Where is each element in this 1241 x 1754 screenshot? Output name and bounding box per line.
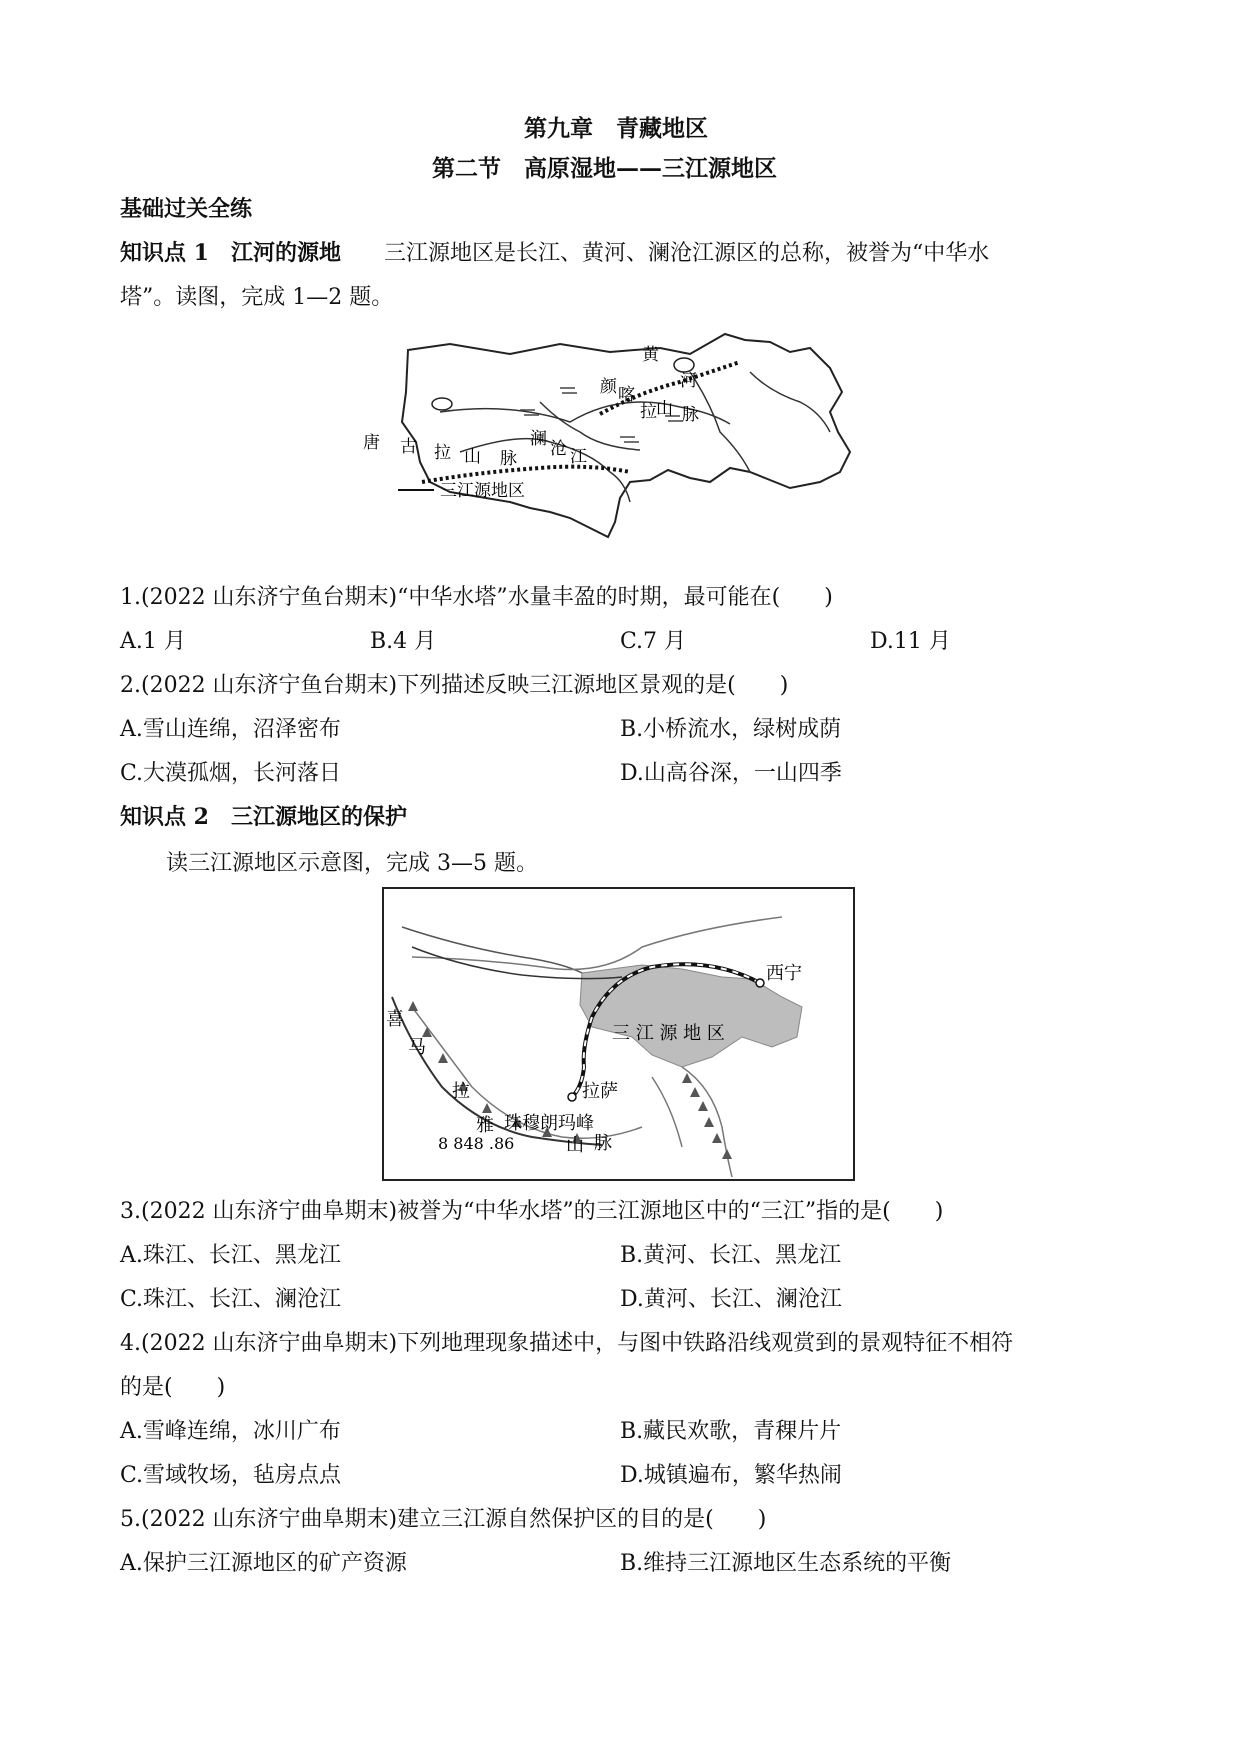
q1-option-c[interactable]: C.7 月 bbox=[620, 629, 687, 654]
map1-label-tang: 唐 bbox=[363, 433, 380, 453]
q5-option-b[interactable]: B.维持三江源地区生态系统的平衡 bbox=[620, 1551, 952, 1576]
section-title: 第二节 高原湿地——三江源地区 bbox=[432, 155, 777, 182]
chapter-title: 第九章 青藏地区 bbox=[524, 115, 708, 142]
q1-option-a[interactable]: A.1 月 bbox=[120, 629, 186, 654]
q4-stem-line1: 4.(2022 山东济宁曲阜期末)下列地理现象描述中，与图中铁路沿线观赏到的景观特征不相符 bbox=[120, 1331, 1014, 1356]
q1-option-d[interactable]: D.11 月 bbox=[870, 629, 951, 654]
q3-option-c[interactable]: C.珠江、长江、澜沧江 bbox=[120, 1287, 342, 1312]
map-sanjiangyuan-rivers bbox=[363, 332, 855, 572]
q3-stem: 3.(2022 山东济宁曲阜期末)被誉为“中华水塔”的三江源地区中的“三江”指的是( ) bbox=[120, 1199, 944, 1224]
map1-label-cang: 沧 bbox=[550, 439, 567, 459]
q3-option-d[interactable]: D.黄河、长江、澜沧江 bbox=[620, 1287, 842, 1312]
map-sanjiangyuan-railway bbox=[382, 887, 855, 1181]
kp1-line bbox=[120, 236, 989, 267]
map1-label-shan2: 山 bbox=[656, 399, 673, 419]
kp1-intro-1: 三江源地区是长江、黄河、澜沧江源区的总称，被誉为“中华水 bbox=[383, 241, 990, 266]
map2-label-elevation: 8 848 .86 bbox=[438, 1134, 515, 1153]
map2-label-ya: 雅 bbox=[476, 1115, 494, 1136]
map1-label-ka: 喀 bbox=[618, 385, 635, 405]
q4-option-d[interactable]: D.城镇遍布，繁华热闹 bbox=[620, 1463, 842, 1488]
q4-stem-line2: 的是( ) bbox=[120, 1375, 226, 1400]
map1-label-huang: 黄 bbox=[642, 345, 659, 365]
map2-label-everest: 珠穆朗玛峰 bbox=[504, 1113, 594, 1134]
map2-label-mai: 脉 bbox=[594, 1133, 612, 1154]
map2-label-shan: 山 bbox=[566, 1135, 584, 1156]
q2-option-c[interactable]: C.大漠孤烟，长河落日 bbox=[120, 761, 342, 786]
kp1-intro-2: 塔”。读图，完成 1—2 题。 bbox=[120, 285, 394, 310]
map1-label-lan: 澜 bbox=[530, 429, 547, 449]
q4-option-b[interactable]: B.藏民欢歌，青稞片片 bbox=[620, 1419, 842, 1444]
map1-label-yan: 颜 bbox=[600, 377, 617, 397]
q3-option-b[interactable]: B.黄河、长江、黑龙江 bbox=[620, 1243, 842, 1268]
q2-stem: 2.(2022 山东济宁鱼台期末)下列描述反映三江源地区景观的是( ) bbox=[120, 673, 789, 698]
q4-option-a[interactable]: A.雪峰连绵，冰川广布 bbox=[120, 1419, 341, 1444]
q4-option-c[interactable]: C.雪域牧场，毡房点点 bbox=[120, 1463, 342, 1488]
map2-label-xi: 喜 bbox=[386, 1009, 404, 1030]
map2-label-xining: 西宁 bbox=[766, 963, 802, 984]
map1-label-mai2: 脉 bbox=[682, 405, 699, 425]
map2-label-sanjiangyuan: 三 江 源 地 区 bbox=[612, 1023, 725, 1044]
q5-option-a[interactable]: A.保护三江源地区的矿产资源 bbox=[120, 1551, 407, 1576]
q3-option-a[interactable]: A.珠江、长江、黑龙江 bbox=[120, 1243, 341, 1268]
map2-label-la: 拉 bbox=[452, 1081, 470, 1102]
q1-stem: 1.(2022 山东济宁鱼台期末)“中华水塔”水量丰盈的时期，最可能在( ) bbox=[120, 585, 833, 610]
map1-legend: 三江源地区 bbox=[440, 481, 525, 501]
map1-label-he: 河 bbox=[680, 371, 697, 391]
map1-label-la: 拉 bbox=[434, 443, 451, 463]
map2-label-lhasa: 拉萨 bbox=[582, 1081, 618, 1102]
map1-label-shan: 山 bbox=[464, 447, 481, 467]
q2-option-b[interactable]: B.小桥流水，绿树成荫 bbox=[620, 717, 842, 742]
map1-label-gu: 古 bbox=[400, 437, 417, 457]
map1-label-la2: 拉 bbox=[640, 402, 657, 422]
q2-option-d[interactable]: D.山高谷深，一山四季 bbox=[620, 761, 842, 786]
q2-option-a[interactable]: A.雪山连绵，沼泽密布 bbox=[120, 717, 341, 742]
kp1-label: 知识点 1 江河的源地 bbox=[120, 240, 341, 266]
map2-label-ma: 马 bbox=[408, 1037, 426, 1058]
q1-option-b[interactable]: B.4 月 bbox=[370, 629, 437, 654]
map1-label-mai: 脉 bbox=[500, 449, 517, 469]
map1-label-jiang: 江 bbox=[570, 447, 587, 467]
kp2-label: 知识点 2 三江源地区的保护 bbox=[120, 804, 407, 830]
q5-stem: 5.(2022 山东济宁曲阜期末)建立三江源自然保护区的目的是( ) bbox=[120, 1507, 767, 1532]
section-heading: 基础过关全练 bbox=[120, 196, 253, 222]
kp2-intro: 读三江源地区示意图，完成 3—5 题。 bbox=[166, 851, 538, 876]
